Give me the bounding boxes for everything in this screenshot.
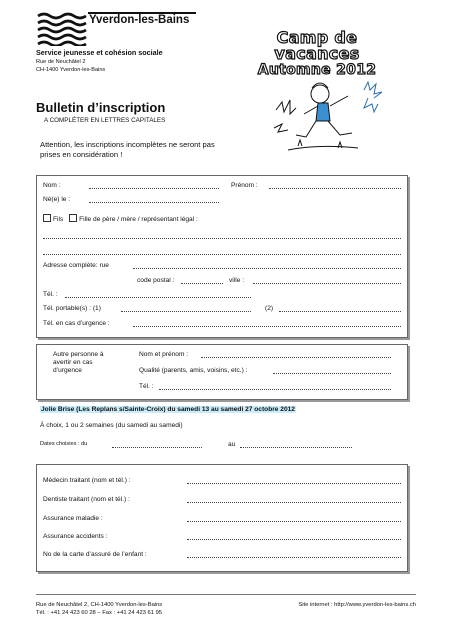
dentiste-label: Dentiste traitant (nom et tél.) : bbox=[43, 496, 130, 503]
emergency-label-line1: Autre personne à bbox=[53, 351, 104, 358]
medecin-field[interactable] bbox=[187, 477, 401, 484]
date-to-field[interactable] bbox=[240, 441, 352, 448]
adresse-label: Adresse complète: rue bbox=[43, 262, 109, 269]
service-city: CH-1400 Yverdon-les-Bains bbox=[36, 67, 106, 73]
parent-field-2[interactable] bbox=[43, 248, 401, 255]
emergency-nom-label: Nom et prénom : bbox=[139, 351, 189, 358]
footer-address: Rue de Neuchâtel 2, CH-1400 Yverdon-les-Bains bbox=[36, 602, 163, 608]
accidents-field[interactable] bbox=[187, 533, 401, 540]
tel-portable-1-field[interactable] bbox=[121, 305, 251, 312]
fille-checkbox[interactable] bbox=[69, 214, 77, 222]
tel-urgence-field[interactable] bbox=[133, 320, 401, 327]
parent-field-1[interactable] bbox=[43, 232, 401, 239]
nom-field[interactable] bbox=[89, 182, 219, 189]
filiation-row bbox=[43, 214, 198, 223]
medecin-label: Médecin traitant (nom et tél.) : bbox=[43, 477, 131, 484]
carte-label: No de la carte d’assuré de l’enfant : bbox=[43, 551, 147, 558]
fille-label: Fille de père / mère / représentant légal : bbox=[79, 216, 198, 223]
caps-note: A COMPLÉTER EN LETTRES CAPITALES bbox=[44, 117, 166, 124]
naissance-field[interactable] bbox=[89, 196, 219, 203]
emergency-qualite-field[interactable] bbox=[273, 367, 391, 374]
date-au-label: au bbox=[228, 441, 236, 448]
emergency-qualite-label: Qualité (parents, amis, voisins, etc.) : bbox=[139, 367, 248, 374]
adresse-field[interactable] bbox=[133, 262, 401, 269]
code-postal-label: code postal : bbox=[137, 277, 175, 284]
tel-portable-2-label: (2) bbox=[265, 305, 274, 312]
ville-label: ville : bbox=[229, 277, 245, 284]
service-street: Rue de Neuchâtel 2 bbox=[36, 59, 86, 65]
dates-label: Dates choisies : du bbox=[40, 441, 88, 447]
footer-phones: Tél. : +41 24 423 60 28 – Fax : +41 24 423 61 95 bbox=[36, 610, 163, 616]
child-running-illustration bbox=[268, 70, 388, 160]
footer-divider bbox=[36, 594, 416, 595]
emergency-tel-field[interactable] bbox=[159, 383, 391, 390]
emergency-nom-field[interactable] bbox=[201, 351, 391, 358]
camp-title-line2: Automne 2012 bbox=[257, 62, 377, 78]
tel-portable-label: Tél. portable(s) : (1) bbox=[43, 305, 101, 312]
dentiste-field[interactable] bbox=[187, 496, 401, 503]
tel-label: Tél. : bbox=[43, 291, 58, 298]
footer-website[interactable]: Site internet : http://www.yverdon-les-bains.ch bbox=[298, 602, 416, 608]
prenom-label: Prénom : bbox=[231, 182, 258, 189]
tel-field[interactable] bbox=[65, 291, 251, 298]
fils-label: Fils bbox=[53, 216, 64, 223]
tel-urgence-label: Tél. en cas d’urgence : bbox=[43, 320, 110, 327]
nom-label: Nom : bbox=[43, 182, 61, 189]
logo-name: Yverdon-les-Bains bbox=[89, 14, 190, 26]
emergency-label-line2: avertir en cas bbox=[53, 359, 93, 366]
medical-section bbox=[36, 464, 408, 572]
ville-field[interactable] bbox=[253, 277, 401, 284]
carte-field[interactable] bbox=[187, 551, 401, 558]
emergency-section bbox=[36, 344, 408, 400]
attention-note: Attention, les inscriptions incomplètes ne seront pas prises en considération ! bbox=[40, 140, 215, 159]
camp-title-line1: Camp de vacances bbox=[274, 28, 360, 63]
emergency-tel-label: Tél. : bbox=[139, 383, 154, 390]
emergency-label bbox=[53, 351, 104, 375]
form-title: Bulletin d’inscription bbox=[36, 100, 166, 115]
tel-portable-2-field[interactable] bbox=[279, 305, 401, 312]
accidents-label: Assurance accidents : bbox=[43, 533, 108, 540]
emergency-label-line3: d’urgence bbox=[53, 367, 82, 374]
date-from-field[interactable] bbox=[112, 441, 202, 448]
session-title: Jolie Brise (Les Replans s/Sainte-Croix) du samedi 13 au samedi 27 octobre 2012 bbox=[41, 406, 295, 413]
maladie-field[interactable] bbox=[187, 515, 401, 522]
fils-checkbox[interactable] bbox=[43, 214, 51, 222]
maladie-label: Assurance maladie : bbox=[43, 515, 103, 522]
code-postal-field[interactable] bbox=[181, 277, 223, 284]
naissance-label: Né(e) le : bbox=[43, 196, 71, 203]
service-name: Service jeunesse et cohésion sociale bbox=[36, 48, 163, 57]
identity-section bbox=[36, 175, 408, 338]
waves-icon bbox=[36, 10, 88, 46]
prenom-field[interactable] bbox=[269, 182, 401, 189]
session-choice: À choix, 1 ou 2 semaines (du samedi au samedi) bbox=[40, 422, 183, 429]
